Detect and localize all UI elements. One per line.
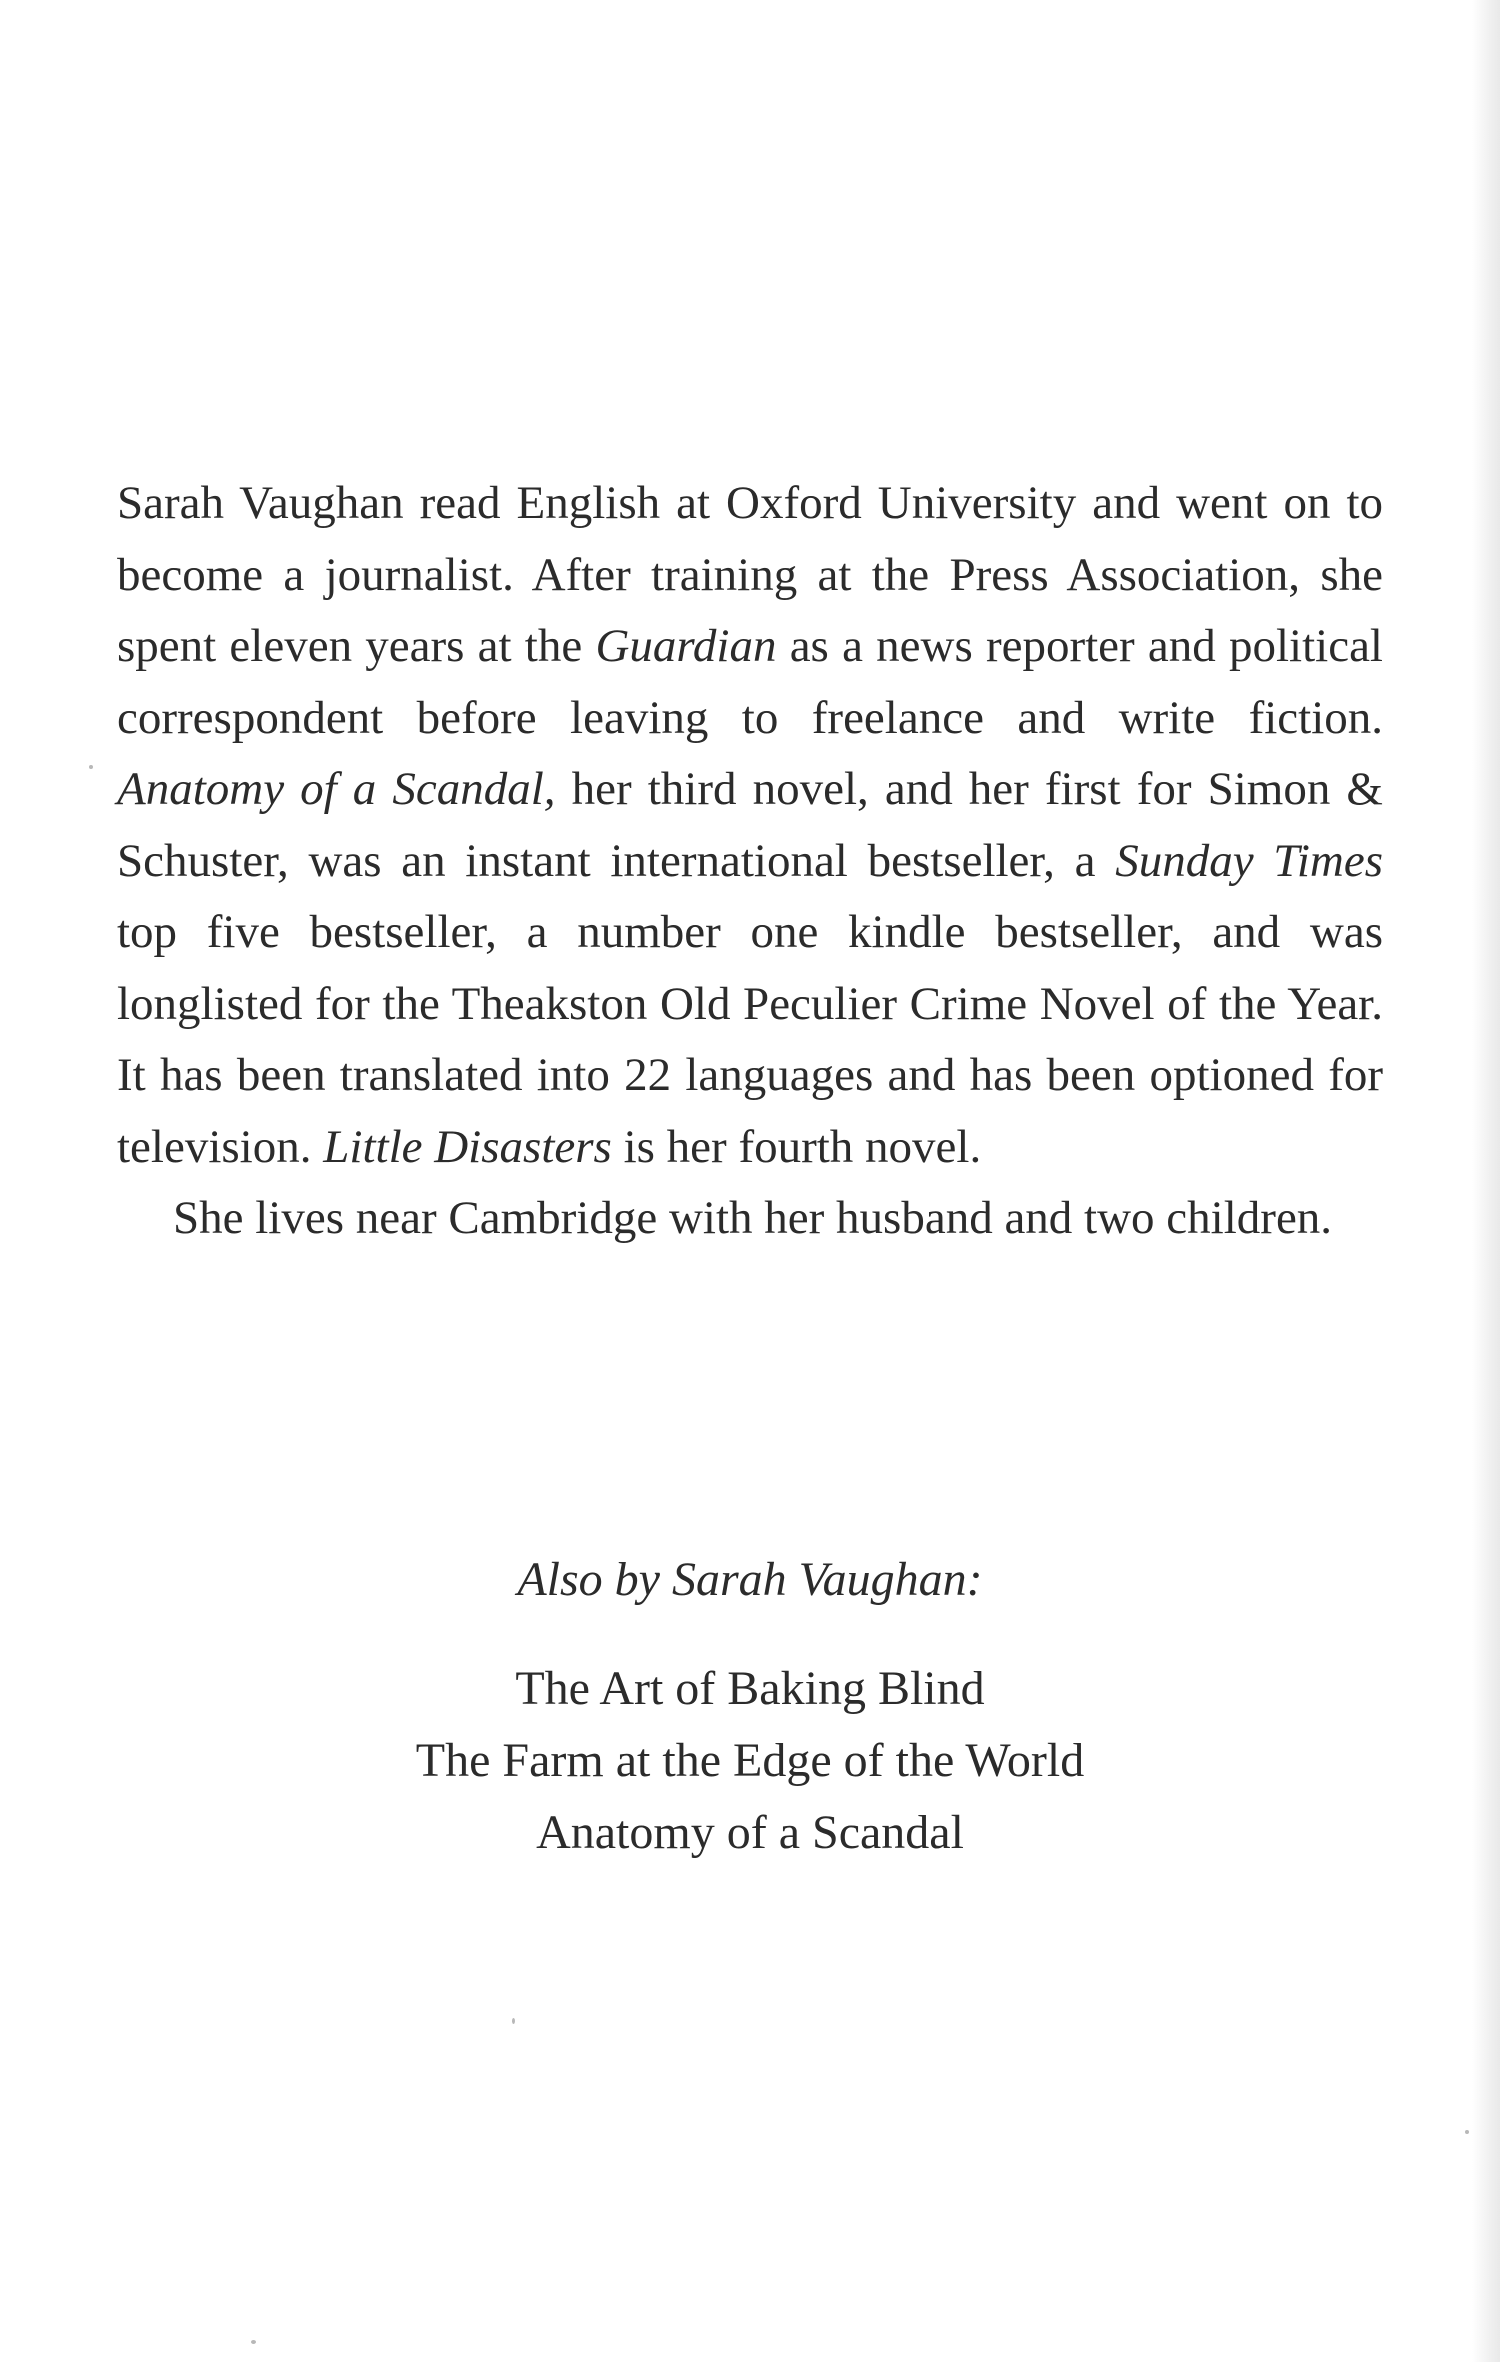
book-list-item: Anatomy of a Scandal [536,1806,964,1859]
page-edge-shadow [1472,0,1500,2362]
bio-outro-text: is her fourth novel. [611,1120,982,1173]
book-list-item: The Farm at the Edge of the World [415,1734,1085,1787]
also-by-book-list [0,1653,1500,1869]
paper-speck [251,2340,256,2344]
bio-paragraph-1 [117,468,1383,1183]
bio-intro-text: Sarah Vaughan read English at Oxford University and went on to become a journalist. After training at the Press Association, she spent eleven years at the [117,477,1383,672]
book-list-item: The Art of Baking Blind [515,1662,985,1715]
author-bio [117,468,1383,1255]
also-by-heading: Also by Sarah Vaughan: [517,1553,983,1606]
bio-mid-text-1: as a news reporter and political correspondent before leaving to freelance and write fiction. [117,620,1383,744]
paper-speck [512,2018,515,2024]
newspaper-title: Guardian [595,620,777,672]
bio-paragraph-2: She lives near Cambridge with her husband and two children. [173,1192,1333,1244]
bio-mid-text-3: top five bestseller, a number one kindle bestseller, and was longlisted for the Theakston Old Peculier Crime Novel of the Year. It has been translated into 22 languages and has been optioned for television. [117,906,1383,1173]
book-title-little-disasters: Little Disasters [323,1120,612,1173]
paper-speck [1465,2130,1469,2134]
paper-speck [89,765,93,769]
bio-mid-text-2: her third novel, and her first for Simon & Schuster, was an instant international bestseller, a [117,763,1383,887]
book-title-anatomy: Anatomy of a Scandal, [117,763,556,815]
newspaper-sunday-times: Sunday Times [1115,834,1383,887]
